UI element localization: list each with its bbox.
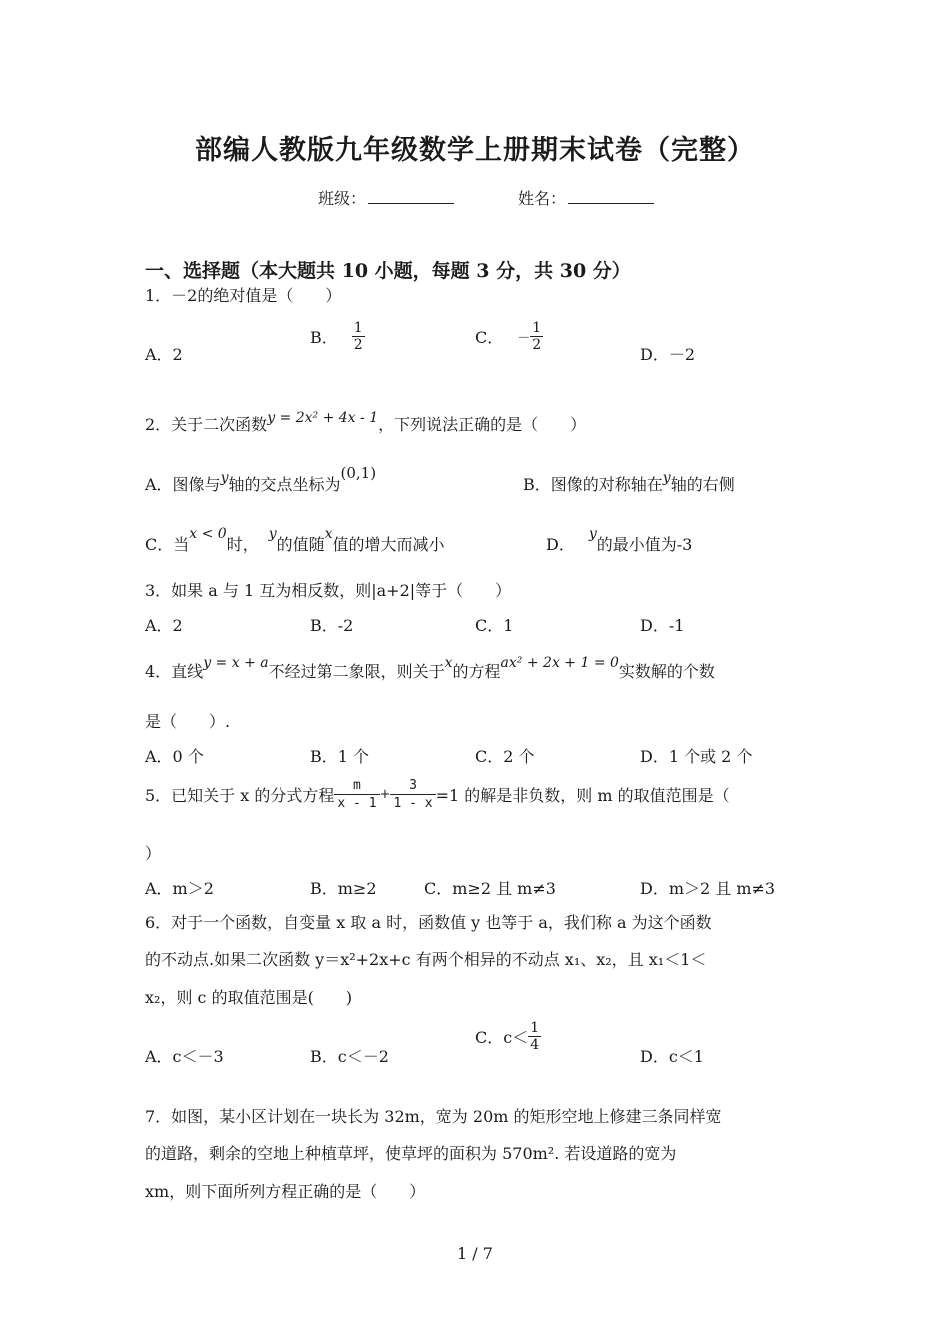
q6-option-c: C．c＜ $\frac{1}{4}$ bbox=[475, 1020, 540, 1053]
q1-c-numerator: 1 bbox=[532, 320, 542, 336]
q1-b-numerator: 1 bbox=[353, 320, 363, 336]
q7-line3: xm，则下面所列方程正确的是（ ） bbox=[145, 1182, 426, 1201]
q1-option-d: D．－2 bbox=[640, 345, 696, 364]
q5-option-a: A．m＞2 bbox=[145, 879, 214, 898]
q7-line2: 的道路，剩余的空地上种植草坪，使草坪的面积为 570m². 若设道路的宽为 bbox=[145, 1144, 677, 1163]
q2-formula: y = 2x² + 4x - 1 bbox=[267, 410, 379, 426]
page-title: 部编人教版九年级数学上册期末试卷（完整） bbox=[195, 135, 755, 166]
q6-c-denominator: 4 bbox=[530, 1037, 540, 1053]
q5-option-c: C．m≥2 且 m≠3 bbox=[424, 879, 556, 898]
q5-frac1-denominator: x - 1 bbox=[334, 794, 379, 812]
q6-line3: x₂，则 c 的取值范围是( ) bbox=[145, 988, 353, 1007]
q2-option-c: C．当x < 0时，y的值随x值的增大而减小 bbox=[145, 526, 445, 554]
q4-option-b: B．1 个 bbox=[310, 747, 370, 766]
q6-option-a: A．c＜－3 bbox=[145, 1047, 224, 1066]
q4-stem: 4．直线y = x + a不经过第二象限，则关于x的方程ax² + 2x + 1 = 0实数解的个数 bbox=[145, 655, 715, 681]
q4-option-c: C．2 个 bbox=[475, 747, 535, 766]
q3-option-b: B．-2 bbox=[310, 616, 354, 635]
q5-stem-cont: ） bbox=[145, 844, 162, 863]
q2-option-d: D．y的最小值为-3 bbox=[546, 526, 693, 554]
q6-option-b: B．c＜－2 bbox=[310, 1047, 389, 1066]
q7-line1: 7．如图，某小区计划在一块长为 32m，宽为 20m 的矩形空地上修建三条同样宽 bbox=[145, 1107, 722, 1126]
q6-line2: 的不动点.如果二次函数 y＝x²+2x+c 有两个相异的不动点 x₁、x₂，且 x₁＜1＜ bbox=[145, 950, 707, 969]
q2-point: (0,1) bbox=[340, 464, 377, 482]
q1-option-a: A．2 bbox=[145, 345, 183, 364]
q5-frac2-denominator: 1 - x bbox=[390, 794, 435, 812]
name-label: 姓名： bbox=[518, 189, 567, 208]
q4-stem-cont: 是（ ）. bbox=[145, 712, 231, 731]
q3-option-c: C．1 bbox=[475, 616, 514, 635]
q1-option-c: C． － $\frac{1}{2}$ bbox=[475, 320, 542, 353]
q1-b-denominator: 2 bbox=[353, 337, 363, 353]
q1-c-denominator: 2 bbox=[532, 337, 542, 353]
q2-option-b: B．图像的对称轴在y轴的右侧 bbox=[523, 470, 735, 494]
q6-line1: 6．对于一个函数，自变量 x 取 a 时，函数值 y 也等于 a，我们称 a 为这个函数 bbox=[145, 913, 712, 932]
q4-equation: ax² + 2x + 1 = 0 bbox=[500, 655, 619, 671]
q1-stem: 1．－2的绝对值是（ ） bbox=[145, 286, 342, 305]
q4-line: y = x + a bbox=[203, 655, 269, 671]
q3-option-a: A．2 bbox=[145, 616, 183, 635]
name-blank bbox=[568, 189, 654, 204]
q4-option-a: A．0 个 bbox=[145, 747, 204, 766]
q5-stem: 5．已知关于 x 的分式方程 $\frac{m}{x - 1}$ + $\frac{3}{1 - x}$ =1 的解是非负数，则 m 的取值范围是（ bbox=[145, 778, 730, 811]
class-label: 班级： bbox=[318, 189, 367, 208]
q5-frac1-numerator: m bbox=[353, 778, 361, 793]
q5-frac2-numerator: 3 bbox=[409, 778, 417, 793]
q2-option-a: A．图像与y轴的交点坐标为(0,1) bbox=[145, 464, 377, 494]
class-blank bbox=[368, 189, 454, 204]
q3-stem: 3．如果 a 与 1 互为相反数，则|a+2|等于（ ） bbox=[145, 581, 512, 600]
q5-option-d: D．m＞2 且 m≠3 bbox=[640, 879, 776, 898]
q3-option-d: D．-1 bbox=[640, 616, 685, 635]
q6-c-numerator: 1 bbox=[530, 1020, 540, 1036]
q5-option-b: B．m≥2 bbox=[310, 879, 377, 898]
q2-stem: 2．关于二次函数y = 2x² + 4x - 1，下列说法正确的是（ ） bbox=[145, 410, 587, 434]
class-field bbox=[318, 186, 454, 209]
section-heading: 一、选择题（本大题共 10 小题，每题 3 分，共 30 分） bbox=[145, 260, 631, 282]
q6-option-d: D．c＜1 bbox=[640, 1047, 704, 1066]
name-field bbox=[518, 186, 654, 209]
q4-option-d: D．1 个或 2 个 bbox=[640, 747, 753, 766]
q1-option-b: B． $\frac{1}{2}$ bbox=[310, 320, 363, 353]
page-indicator: 1 / 7 bbox=[457, 1244, 493, 1263]
